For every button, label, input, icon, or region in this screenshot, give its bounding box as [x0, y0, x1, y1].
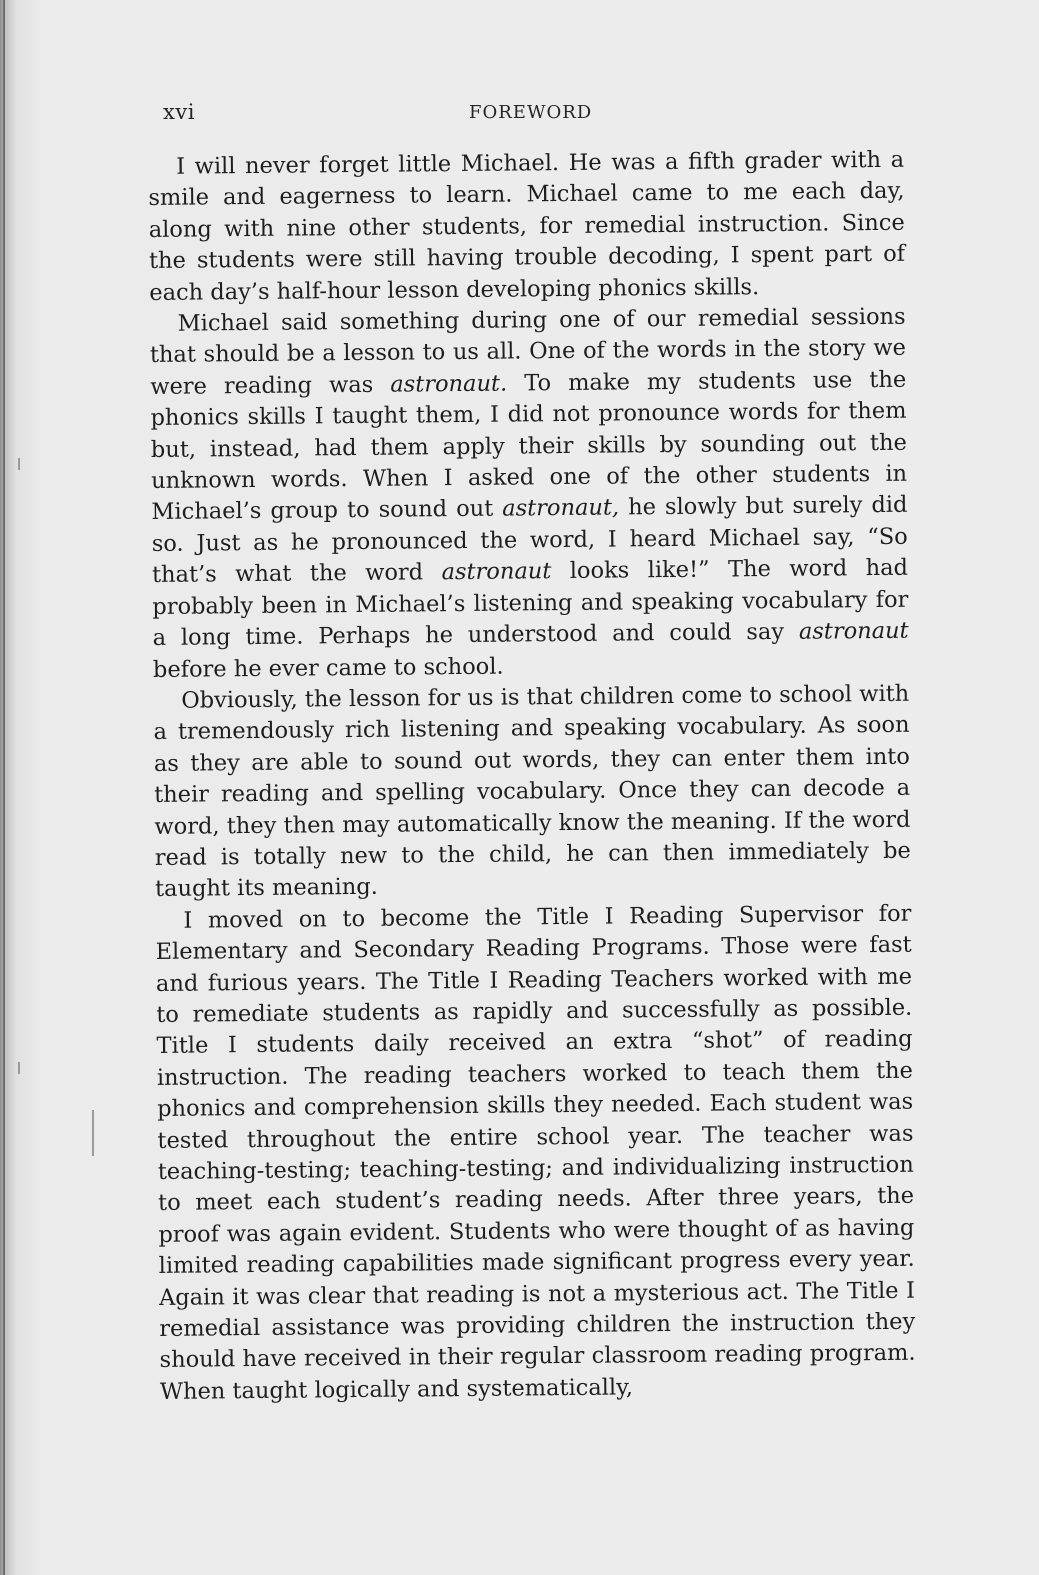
page-number: xvi — [163, 100, 195, 124]
paragraph-3 — [153, 679, 911, 906]
body-text — [148, 145, 916, 1408]
paragraph-2 — [150, 302, 910, 686]
italic-word: astronaut — [441, 558, 552, 586]
paragraph-text: before he ever came to school. — [152, 653, 504, 683]
running-head — [163, 100, 923, 136]
paragraph-text: I will never forget little Michael. He was a fifth grader with a smile and eagerness to learn. Michael came to me each day, along with nine other students, for remedial instruction. Since the students were still having trouble decoding, I spent part of each day’s half-hour lesson developing phonics skills. — [148, 146, 906, 306]
italic-word: astronaut — [798, 617, 909, 645]
paragraph-text: looks like!” The word had probably been in Michael’s listening and speaking vocabulary for a long time. Perhaps he understood and could say — [152, 555, 909, 652]
margin-mark — [18, 458, 20, 470]
paragraph-4 — [155, 898, 916, 1408]
italic-word: astronaut. — [390, 370, 508, 398]
margin-mark — [18, 1062, 20, 1074]
italic-word: astronaut, — [502, 494, 620, 523]
paragraph-1 — [148, 145, 905, 309]
paragraph-text: To make my students use the phonics skills I taught them, I did not pronounce words for them but, instead, had them apply their skills by sounding out the unknown words. When I asked one of the other students in Michael’s group to sound out — [150, 366, 908, 526]
paragraph-text: I moved on to become the Title I Reading Supervisor for Elementary and Secondary Reading Programs. Those were fast and furious years. The Title I Reading Teachers worked with me to remediate students as rapidly and successfully as possible. Title I students daily received an extra “shot” of reading instruction. The reading teachers worked to teach them the phonics and comprehension skills they needed. Each student was tested throughout the entire school year. The teacher was teaching-testing; teaching-testing; and individualizing instruction to meet each student’s reading needs. After three years, the proof was again evident. Students who were thought of as having limited reading capabilities made significant progress every year. Again it was clear that reading is not a mysterious act. The Title I remedial assistance was providing children the instruction they should have received in their regular classroom reading program. When taught logically and systematically, — [155, 900, 916, 1405]
paragraph-text: he slowly but surely did so. Just as he pronounced the word, I heard Michael say, “So that’s what the word — [151, 492, 908, 589]
section-title: FOREWORD — [469, 102, 593, 123]
page-spine-shadow — [3, 0, 5, 1575]
paragraph-text: Michael said something during one of our remedial sessions that should be a lesson to us all. One of the words in the story we were reading was — [149, 303, 907, 400]
margin-mark — [92, 1110, 94, 1156]
paragraph-text: Obviously, the lesson for us is that children come to school with a tremendously rich listening and speaking vocabulary. As soon as they are able to sound out words, they can enter them into their reading and spelling vocabulary. Once they can decode a word, they then may automatically know the meaning. If the word read is totally new to the child, he can then immediately be taught its meaning. — [153, 680, 911, 903]
